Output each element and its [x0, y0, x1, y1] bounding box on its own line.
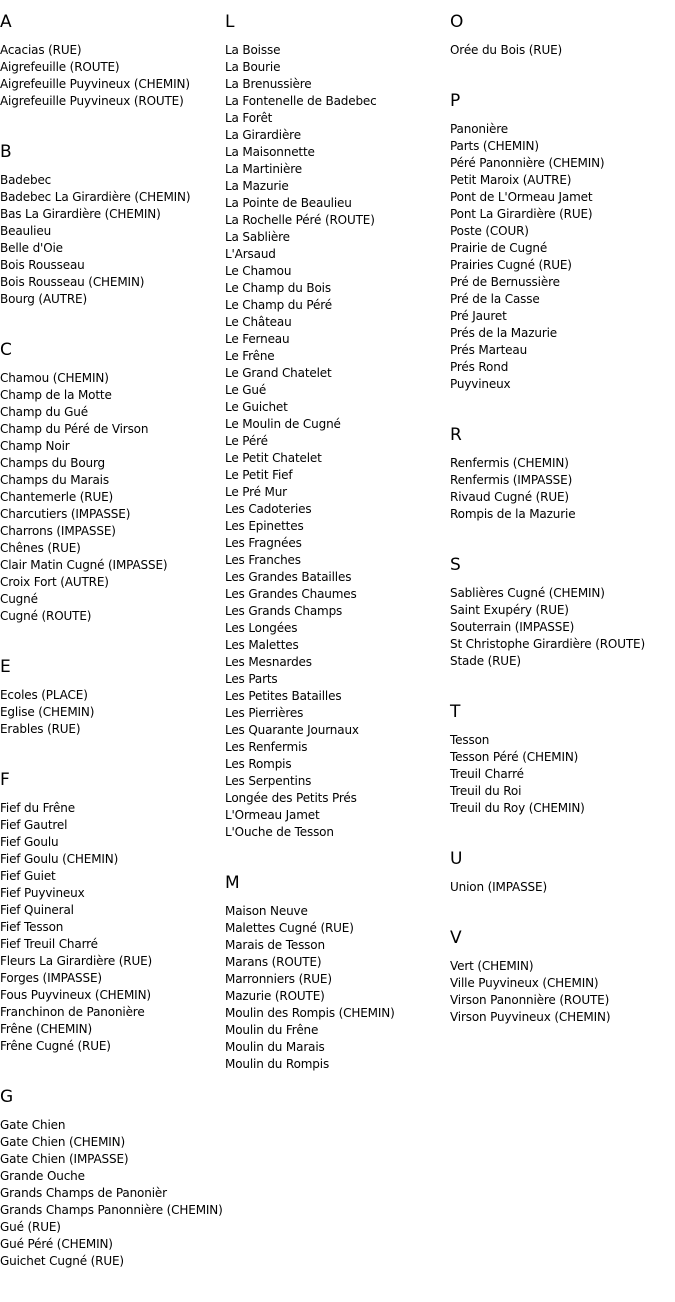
street-item: Champs du Bourg [0, 456, 106, 470]
street-item: Charrons (IMPASSE) [0, 524, 116, 538]
street-item: Beaulieu [0, 224, 52, 238]
street-item: Rompis de la Mazurie [450, 507, 576, 521]
street-item: St Christophe Girardière (ROUTE) [450, 637, 645, 651]
street-item: Virson Puyvineux (CHEMIN) [450, 1010, 611, 1024]
street-item: Le Pré Mur [225, 485, 287, 499]
street-item: Les Grands Champs [225, 604, 343, 618]
letter-group-e [0, 657, 225, 738]
street-list [225, 903, 450, 1073]
street-item: La Boisse [225, 43, 281, 57]
letter-heading: F [0, 770, 10, 790]
street-item: L'Arsaud [225, 247, 276, 261]
street-item: Mazurie (ROUTE) [225, 989, 325, 1003]
street-item: Fief Puyvineux [0, 886, 85, 900]
letter-group-s [450, 555, 675, 670]
street-item: Champ du Péré de Virson [0, 422, 149, 436]
street-item: Renfermis (IMPASSE) [450, 473, 573, 487]
letter-heading: R [450, 425, 462, 445]
street-item: La Pointe de Beaulieu [225, 196, 352, 210]
street-item: Prés Rond [450, 360, 509, 374]
letter-group-p [450, 91, 675, 393]
street-item: Le Petit Chatelet [225, 451, 322, 465]
street-item: Panonière [450, 122, 509, 136]
letter-group-m [225, 873, 450, 1073]
street-item: Charcutiers (IMPASSE) [0, 507, 131, 521]
street-item: Guichet Cugné (RUE) [0, 1254, 124, 1268]
letter-group-a [0, 12, 225, 110]
street-item: Fief Guiet [0, 869, 56, 883]
street-item: Chantemerle (RUE) [0, 490, 114, 504]
street-item: Bourg (AUTRE) [0, 292, 87, 306]
street-item: Les Parts [225, 672, 278, 686]
street-list [450, 732, 675, 817]
letter-group-b [0, 142, 225, 308]
street-item: Pré de Bernussière [450, 275, 560, 289]
letter-group-v [450, 928, 675, 1026]
street-list [0, 172, 225, 308]
street-item: Bois Rousseau (CHEMIN) [0, 275, 145, 289]
street-item: Grands Champs de Panonièr [0, 1186, 167, 1200]
letter-heading: E [0, 657, 11, 677]
street-item: Péré Panonnière (CHEMIN) [450, 156, 605, 170]
street-item: La Fontenelle de Badebec [225, 94, 377, 108]
street-item: Eglise (CHEMIN) [0, 705, 95, 719]
letter-group-o [450, 12, 675, 59]
street-list [0, 42, 225, 110]
street-item: Fief Tesson [0, 920, 64, 934]
street-item: Treuil du Roy (CHEMIN) [450, 801, 585, 815]
street-item: Cugné (ROUTE) [0, 609, 92, 623]
street-item: Gué (RUE) [0, 1220, 61, 1234]
street-item: L'Ouche de Tesson [225, 825, 334, 839]
letter-heading: A [0, 12, 12, 32]
street-item: Le Péré [225, 434, 268, 448]
street-item: Forges (IMPASSE) [0, 971, 102, 985]
street-item: Chênes (RUE) [0, 541, 81, 555]
street-item: Rivaud Cugné (RUE) [450, 490, 569, 504]
street-item: Moulin du Frêne [225, 1023, 319, 1037]
street-item: Fief du Frêne [0, 801, 75, 815]
street-item: Acacias (RUE) [0, 43, 82, 57]
street-item: Souterrain (IMPASSE) [450, 620, 575, 634]
letter-heading: U [450, 849, 463, 869]
letter-group-u [450, 849, 675, 896]
street-item: Le Guichet [225, 400, 288, 414]
street-item: Saint Exupéry (RUE) [450, 603, 569, 617]
street-item: Le Petit Fief [225, 468, 293, 482]
street-item: Les Quarante Journaux [225, 723, 359, 737]
street-item: Bois Rousseau [0, 258, 85, 272]
street-item: Fief Quineral [0, 903, 74, 917]
street-item: Treuil du Roi [450, 784, 522, 798]
street-item: Marronniers (RUE) [225, 972, 332, 986]
street-item: Poste (COUR) [450, 224, 529, 238]
street-item: Grands Champs Panonnière (CHEMIN) [0, 1203, 223, 1217]
street-item: Tesson [450, 733, 490, 747]
street-item: Le Moulin de Cugné [225, 417, 341, 431]
street-item: Fleurs La Girardière (RUE) [0, 954, 153, 968]
street-item: Les Mesnardes [225, 655, 312, 669]
street-list [0, 1117, 225, 1270]
street-item: Les Longées [225, 621, 298, 635]
street-item: Les Malettes [225, 638, 299, 652]
street-item: Parts (CHEMIN) [450, 139, 539, 153]
street-item: Marais de Tesson [225, 938, 325, 952]
letter-group-r [450, 425, 675, 523]
letter-heading: P [450, 91, 461, 111]
street-item: Prairie de Cugné [450, 241, 548, 255]
street-item: Erables (RUE) [0, 722, 81, 736]
street-item: Malettes Cugné (RUE) [225, 921, 354, 935]
index-column [0, 0, 225, 1302]
street-item: La Maisonnette [225, 145, 315, 159]
street-item: Les Grandes Chaumes [225, 587, 357, 601]
street-item: Marans (ROUTE) [225, 955, 322, 969]
street-item: Champ de la Motte [0, 388, 112, 402]
street-list [450, 958, 675, 1026]
letter-heading: O [450, 12, 464, 32]
street-item: Renfermis (CHEMIN) [450, 456, 569, 470]
street-item: Gué Péré (CHEMIN) [0, 1237, 113, 1251]
street-item: Le Chamou [225, 264, 292, 278]
street-item: Fief Goulu [0, 835, 59, 849]
street-item: Cugné [0, 592, 38, 606]
street-item: Fief Treuil Charré [0, 937, 98, 951]
letter-heading: C [0, 340, 12, 360]
street-list [450, 455, 675, 523]
street-item: La Rochelle Péré (ROUTE) [225, 213, 375, 227]
street-item: Le Château [225, 315, 292, 329]
street-item: Croix Fort (AUTRE) [0, 575, 109, 589]
street-item: Le Gué [225, 383, 267, 397]
street-item: Tesson Péré (CHEMIN) [450, 750, 579, 764]
street-item: Pont La Girardière (RUE) [450, 207, 593, 221]
street-item: Ecoles (PLACE) [0, 688, 88, 702]
street-item: Puyvineux [450, 377, 511, 391]
street-item: Badebec [0, 173, 52, 187]
street-item: Grande Ouche [0, 1169, 85, 1183]
street-item: Le Frêne [225, 349, 275, 363]
letter-heading: G [0, 1087, 14, 1107]
street-item: Les Petites Batailles [225, 689, 342, 703]
street-item: Franchinon de Panonière [0, 1005, 145, 1019]
letter-group-t [450, 702, 675, 817]
street-item: Le Champ du Péré [225, 298, 333, 312]
street-item: Frêne (CHEMIN) [0, 1022, 93, 1036]
street-item: Treuil Charré [450, 767, 524, 781]
street-item: Les Serpentins [225, 774, 312, 788]
street-item: Aigrefeuille Puyvineux (ROUTE) [0, 94, 184, 108]
street-item: Moulin du Rompis [225, 1057, 330, 1071]
street-list [450, 121, 675, 393]
street-list [225, 42, 450, 841]
street-item: La Mazurie [225, 179, 289, 193]
street-item: Virson Panonnière (ROUTE) [450, 993, 610, 1007]
street-item: Les Rompis [225, 757, 292, 771]
street-item: Le Ferneau [225, 332, 290, 346]
street-item: Clair Matin Cugné (IMPASSE) [0, 558, 168, 572]
street-item: Le Champ du Bois [225, 281, 331, 295]
street-item: Prés Marteau [450, 343, 528, 357]
street-item: Aigrefeuille Puyvineux (CHEMIN) [0, 77, 190, 91]
street-list [450, 879, 675, 896]
street-item: Chamou (CHEMIN) [0, 371, 109, 385]
street-item: La Sablière [225, 230, 290, 244]
street-item: Pré Jauret [450, 309, 507, 323]
street-item: Pont de L'Ormeau Jamet [450, 190, 593, 204]
street-item: Les Franches [225, 553, 301, 567]
street-list [450, 42, 675, 59]
letter-heading: T [450, 702, 461, 722]
street-item: Pré de la Casse [450, 292, 540, 306]
street-item: Moulin du Marais [225, 1040, 325, 1054]
street-item: Sablières Cugné (CHEMIN) [450, 586, 605, 600]
letter-group-l [225, 12, 450, 841]
street-item: Belle d'Oie [0, 241, 63, 255]
street-item: Les Cadoteries [225, 502, 312, 516]
street-item: La Martinière [225, 162, 302, 176]
street-item: Fief Goulu (CHEMIN) [0, 852, 119, 866]
street-item: Le Grand Chatelet [225, 366, 332, 380]
street-item: Les Pierrières [225, 706, 304, 720]
street-list [0, 370, 225, 625]
letter-group-f [0, 770, 225, 1055]
letter-heading: M [225, 873, 240, 893]
street-item: La Forêt [225, 111, 273, 125]
street-item: Gate Chien (CHEMIN) [0, 1135, 126, 1149]
street-item: Fief Gautrel [0, 818, 68, 832]
street-list [450, 585, 675, 670]
street-item: Stade (RUE) [450, 654, 521, 668]
street-item: Fous Puyvineux (CHEMIN) [0, 988, 151, 1002]
letter-group-g [0, 1087, 225, 1270]
street-item: Union (IMPASSE) [450, 880, 547, 894]
street-item: Les Grandes Batailles [225, 570, 352, 584]
index-column [225, 0, 450, 1105]
street-list [0, 800, 225, 1055]
street-item: Bas La Girardière (CHEMIN) [0, 207, 161, 221]
street-item: Maison Neuve [225, 904, 308, 918]
street-item: Orée du Bois (RUE) [450, 43, 563, 57]
street-item: Les Renfermis [225, 740, 308, 754]
index-column [450, 0, 675, 1058]
street-item: La Bourie [225, 60, 281, 74]
street-item: Prairies Cugné (RUE) [450, 258, 572, 272]
street-item: La Brenussière [225, 77, 312, 91]
street-item: Ville Puyvineux (CHEMIN) [450, 976, 599, 990]
street-list [0, 687, 225, 738]
letter-group-c [0, 340, 225, 625]
street-item: Champ du Gué [0, 405, 88, 419]
street-item: Longée des Petits Prés [225, 791, 357, 805]
street-item: Moulin des Rompis (CHEMIN) [225, 1006, 395, 1020]
street-item: Aigrefeuille (ROUTE) [0, 60, 120, 74]
street-item: Frêne Cugné (RUE) [0, 1039, 111, 1053]
street-item: Badebec La Girardière (CHEMIN) [0, 190, 191, 204]
letter-heading: S [450, 555, 461, 575]
street-item: Gate Chien [0, 1118, 66, 1132]
street-item: Petit Maroix (AUTRE) [450, 173, 572, 187]
street-item: Gate Chien (IMPASSE) [0, 1152, 129, 1166]
street-item: Les Fragnées [225, 536, 302, 550]
street-item: Prés de la Mazurie [450, 326, 558, 340]
street-item: Les Epinettes [225, 519, 304, 533]
street-item: La Girardière [225, 128, 301, 142]
letter-heading: L [225, 12, 235, 32]
street-item: Vert (CHEMIN) [450, 959, 534, 973]
letter-heading: B [0, 142, 12, 162]
street-item: L'Ormeau Jamet [225, 808, 320, 822]
letter-heading: V [450, 928, 462, 948]
street-item: Champs du Marais [0, 473, 109, 487]
street-item: Champ Noir [0, 439, 70, 453]
